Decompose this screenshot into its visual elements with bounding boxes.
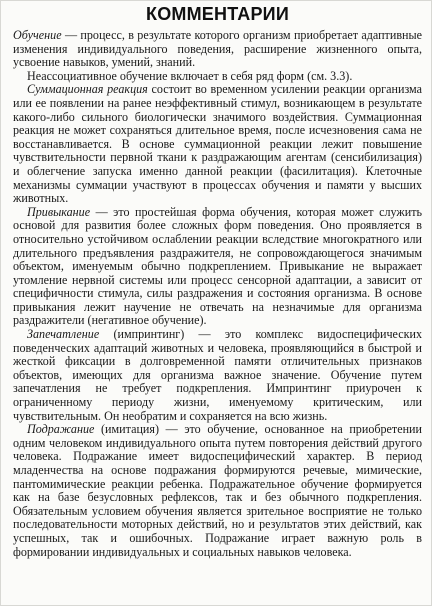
term-habituation: Привыкание [27, 204, 91, 219]
paragraph-imitation-text: (имитация) — это обучение, основанное на приобретении одним человеком индивидуального опыта путем повторения действий другого человека. Подражание имеет видоспецифический характер. В период младенчества на основе подражания формируются речевые, мимические, пантомимические реакции ребенка. Подражательное обучение формируется как на базе безусловных рефлексов, так и без обычного подкрепления. Обязательным условием обучения является зрительное восприятие не только последовательности моторных действий, но и результатов этих действий, как успешных, так и ошибочных. Подражание играет важную роль в формировании индивидуальных и социальных навыков человека. [13, 422, 422, 559]
paragraph-habituation [13, 206, 422, 328]
paragraph-imitation [13, 423, 422, 559]
paragraph-learning [13, 29, 422, 70]
term-imprinting: Запечатление [27, 327, 100, 342]
paragraph-summation [13, 83, 422, 205]
paragraph-nonassociative [13, 70, 422, 84]
term-summation: Суммационная реакция [27, 82, 148, 97]
paragraph-imprinting [13, 328, 422, 423]
term-imitation: Подражание [27, 422, 95, 437]
term-learning: Обучение [13, 28, 62, 42]
paragraph-nonassociative-text: Неассоциативное обучение включает в себя ряд форм (см. 3.3). [27, 68, 353, 83]
paragraph-habituation-text: — это простейшая форма обучения, которая может служить основой для развития более сложных форм поведения. Оно проявляется в относительно устойчивом ослаблении реакции вследствие многократного или длительного предъявления раздражителя, не сопровождающегося значимым объектом, именуемым обычно подкреплением. Привыкание не выражает утомление нервной системы или процесс сенсорной адаптации, а зависит от специфичности стимула, силы раздражения и состояния организма. В основе привыкания лежит научение не отвечать на незначимые для организма раздражители (негативное обучение). [13, 204, 422, 328]
page-title: КОММЕНТАРИИ [146, 4, 289, 24]
paragraph-imprinting-text: (импринтинг) — это комплекс видоспецифических поведенческих адаптаций животных и человека, проявляющийся в быстрой и жесткой фиксации в долговременной памяти отличительных признаков объектов, имеющих для организма важное значение. Обучение путем запечатления не требует подкрепления. Импринтинг приурочен к ограниченному периоду жизни, именуемому критическим, или чувствительным. Он необратим и сохраняется на всю жизнь. [13, 327, 422, 423]
paragraph-learning-text: — процесс, в результате которого организм приобретает адаптивные изменения индивидуального поведения, расширение жизненного опыта, усвоение навыков, умений, знаний. [13, 28, 422, 70]
paragraph-summation-text: состоит во временном усилении реакции организма или ее появлении на ранее неэффективный стимул, возникающем в результате какого-либо сильного биологически значимого воздействия. Суммационная реакция не может сохраняться длительное время, после исчезновения сама не восстанавливается. В основе суммационной реакции лежит повышение чувствительности первной ткани к раздражающим агентам (сенсибилизация) и облегчение запуска именно данной реакции (фасилитация). Клеточные механизмы суммации участвуют в процессах обучения и памяти у высших животных. [13, 82, 423, 206]
